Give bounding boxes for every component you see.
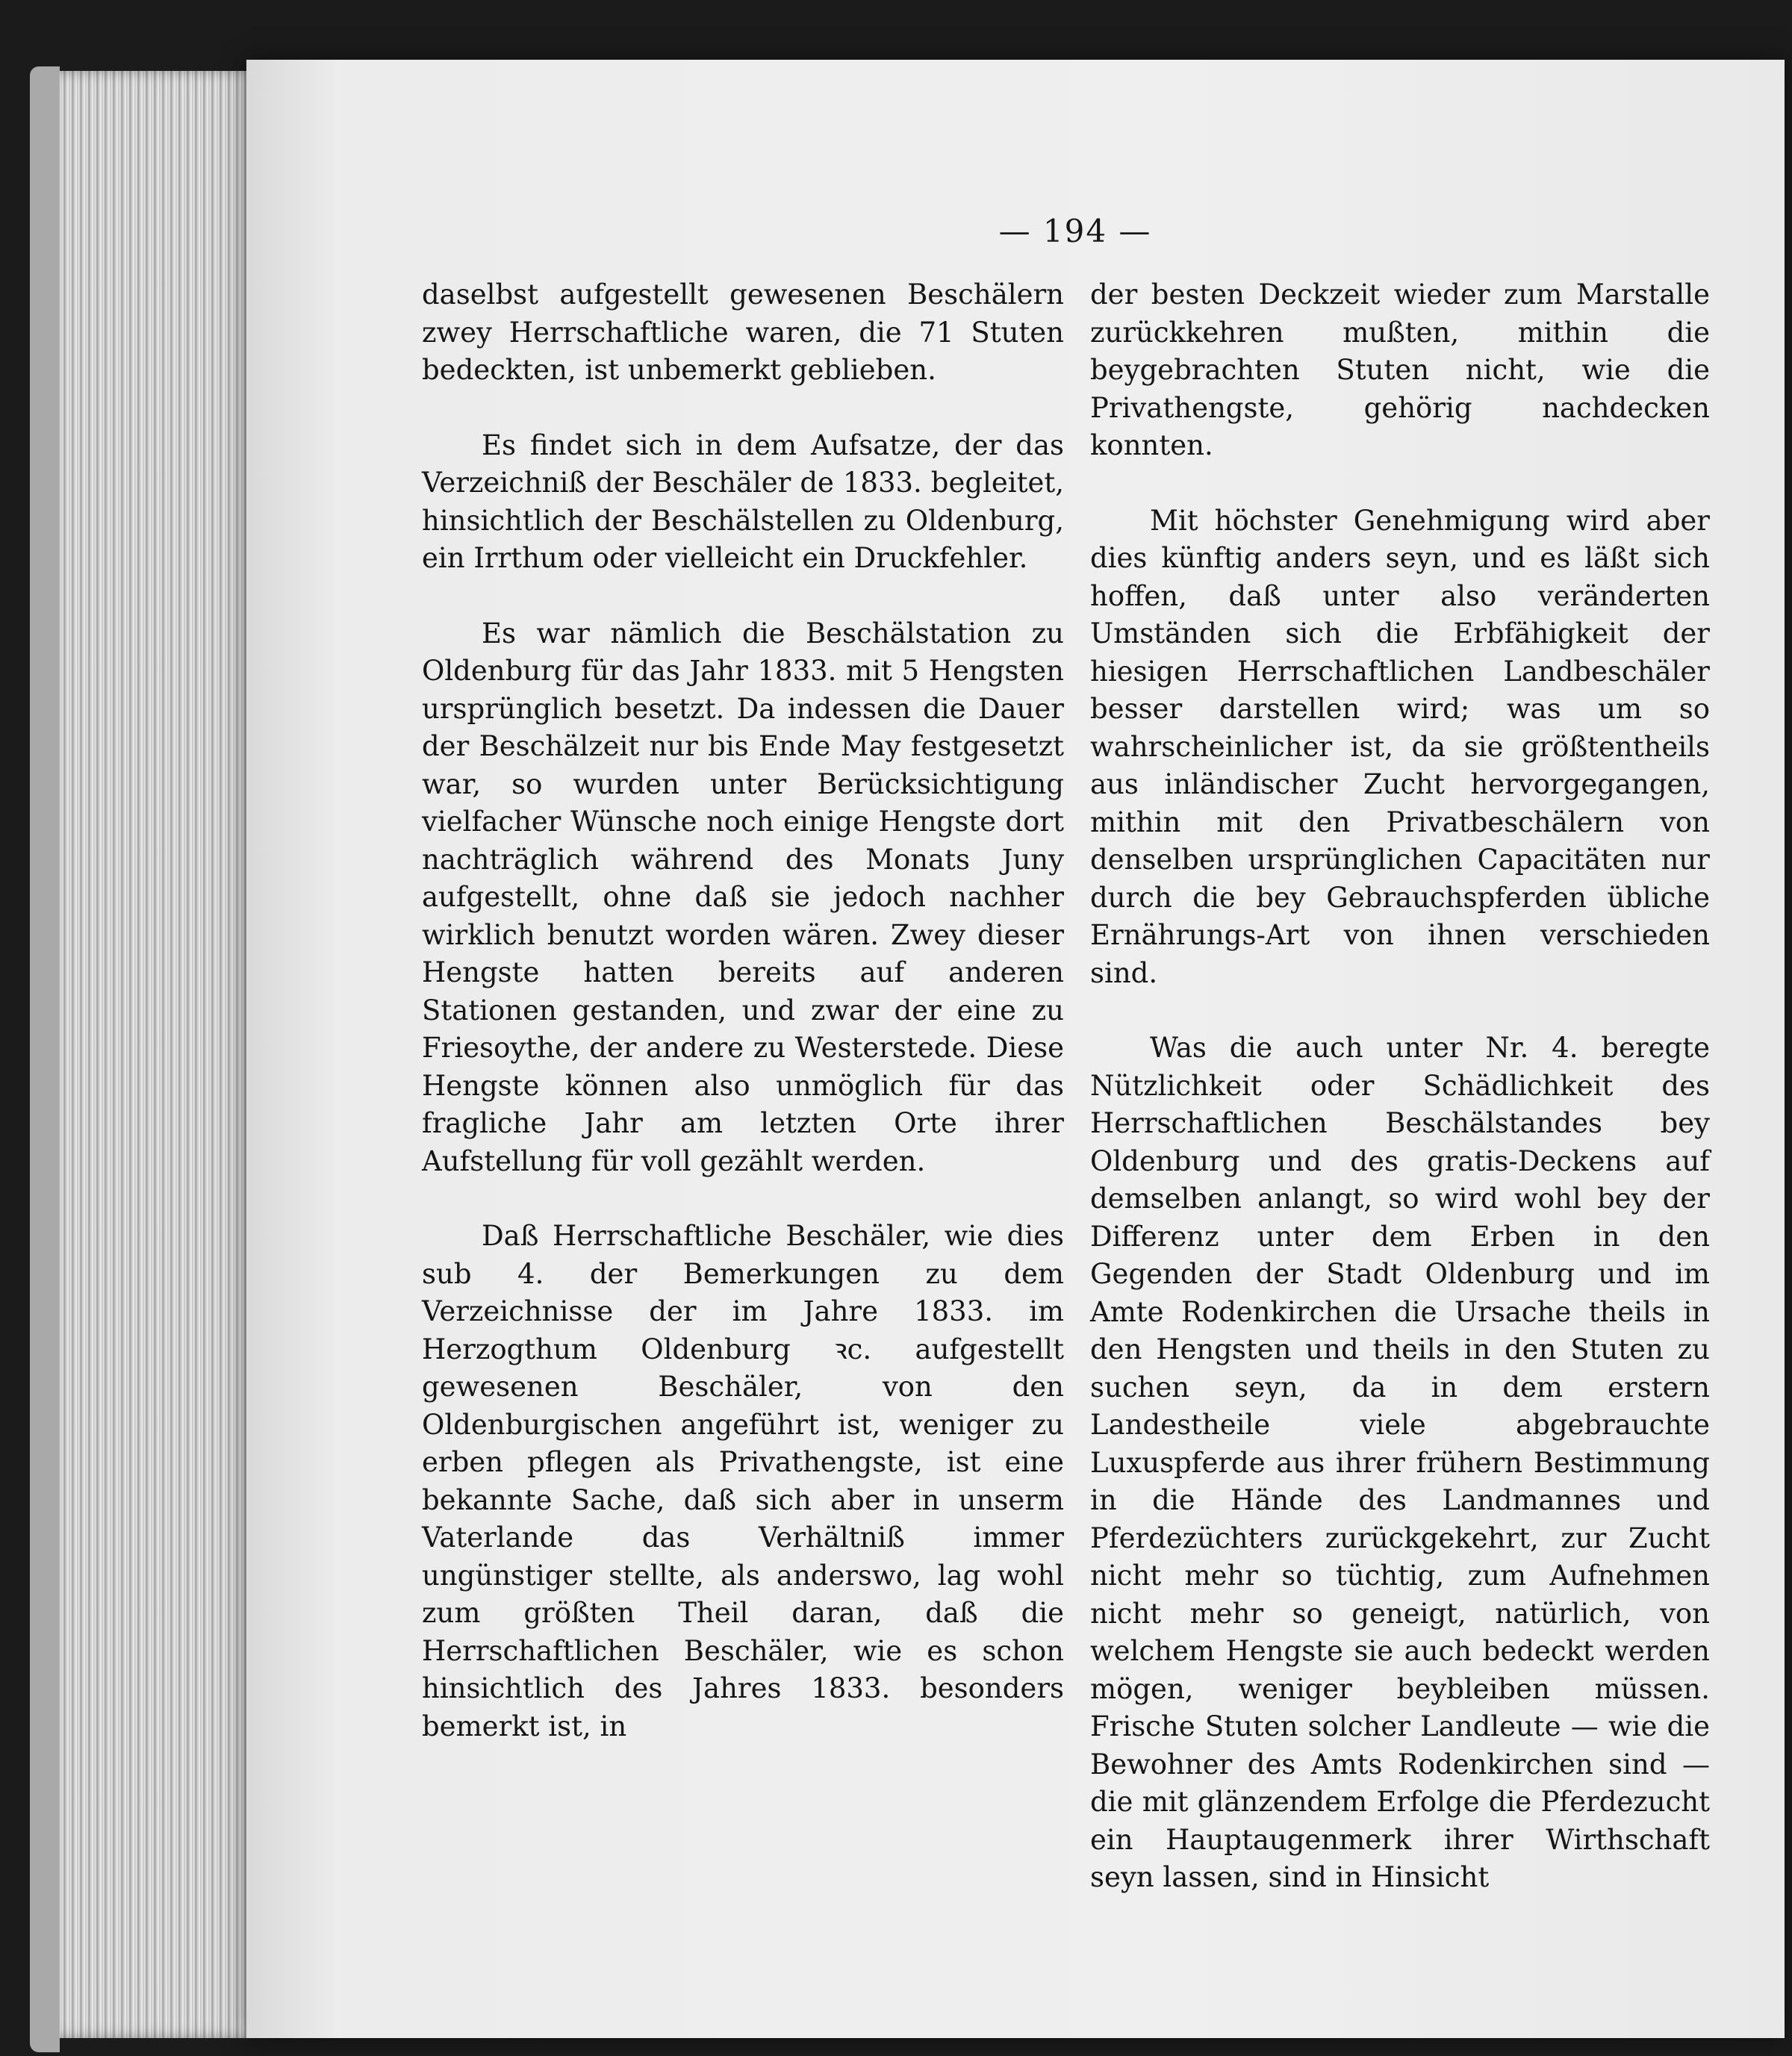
paragraph: der besten Deckzeit wieder zum Marstalle zurückkehren mußten, mithin die beygebrachten Stuten nicht, wie die Privathengste, gehörig nachdecken konnten. (1090, 278, 1710, 461)
paragraph: Es war nämlich die Beschälstation zu Oldenburg für das Jahr 1833. mit 5 Hengsten ursprünglich besetzt. Da indessen die Dauer der Beschälzeit nur bis Ende May festgesetzt war, so wurden unter Berücksichtigung vielfacher Wünsche noch einige Hengste dort nachträglich während des Monats Juny aufgestellt, ohne daß sie jedoch nachher wirklich benutzt worden wären. Zwey dieser Hengste hatten bereits auf anderen Stationen gestanden, und zwar der eine zu Friesoythe, der andere zu Westerstede. Diese Hengste können also unmöglich für das fragliche Jahr am letzten Orte ihrer Aufstellung für voll gezählt werden. (422, 617, 1064, 1177)
right-text-column (1090, 276, 1710, 1934)
book-cover-edge (30, 66, 60, 2052)
paragraph: daselbst aufgestellt gewesenen Beschälern zwey Herrschaftliche waren, die 71 Stuten bedeckten, ist unbemerkt geblieben. (422, 278, 1064, 386)
paragraph: Mit höchster Genehmigung wird aber dies künftig anders seyn, und es läßt sich hoffen, daß unter also veränderten Umständen sich die Erbfähigkeit der hiesigen Herrschaftlichen Landbeschäler besser darstellen wird; was um so wahrscheinlicher ist, da sie größtentheils aus inländischer Zucht hervorgegangen, mithin mit den Privatbeschälern von denselben ursprünglichen Capacitäten nur durch die bey Gebrauchspferden übliche Ernährungs-Art von ihnen verschieden sind. (1090, 504, 1710, 989)
left-text-column (422, 276, 1064, 1783)
paragraph: Daß Herrschaftliche Beschäler, wie dies sub 4. der Bemerkungen zu dem Verzeichnisse der im Jahre 1833. im Herzogthum Oldenburg ꝛc. aufgestellt gewesenen Beschäler, von den Oldenburgischen angeführt ist, weniger zu erben pflegen als Privathengste, ist eine bekannte Sache, daß sich aber in unserm Vaterlande das Verhältniß immer ungünstiger stellte, als anderswo, lag wohl zum größten Theil daran, daß die Herrschaftlichen Beschäler, wie es schon hinsichtlich des Jahres 1833. besonders bemerkt ist, in (422, 1220, 1064, 1742)
page-number: — 194 — (998, 213, 1152, 249)
book-page-edges (36, 71, 260, 2038)
paragraph: Was die auch unter Nr. 4. beregte Nützlichkeit oder Schädlichkeit des Herrschaftlichen Beschälstandes bey Oldenburg und des gratis-Deckens auf demselben anlangt, so wird wohl bey der Differenz unter dem Erben in den Gegenden der Stadt Oldenburg und im Amte Rodenkirchen die Ursache theils in den Hengsten und theils in den Stuten zu suchen seyn, da in dem erstern Landestheile viele abgebrauchte Luxuspferde aus ihrer frühern Bestimmung in die Hände des Landmannes und Pferdezüchters zurückgekehrt, zur Zucht nicht mehr so tüchtig, zum Aufnehmen nicht mehr so geneigt, natürlich, von welchem Hengste sie auch bedeckt werden mögen, weniger beybleiben müssen. Frische Stuten solcher Landleute — wie die Bewohner des Amts Rodenkirchen sind — die mit glänzendem Erfolge die Pferdezucht ein Hauptaugenmerk ihrer Wirthschaft seyn lassen, sind in Hinsicht (1090, 1032, 1710, 1893)
paragraph: Es findet sich in dem Aufsatze, der das Verzeichniß der Beschäler de 1833. begleitet, hinsichtlich der Beschälstellen zu Oldenburg, ein Irrthum oder vielleicht ein Druckfehler. (422, 429, 1064, 574)
